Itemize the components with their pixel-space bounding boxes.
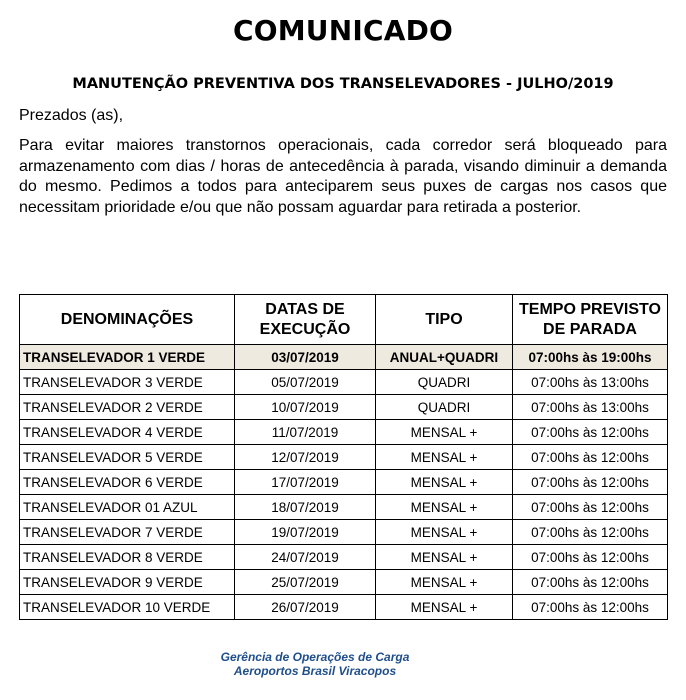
table-row <box>20 470 668 495</box>
cell-data-execucao: 18/07/2019 <box>235 495 376 520</box>
header-tipo: TIPO <box>376 295 513 345</box>
cell-tempo-parada: 07:00hs às 12:00hs <box>513 495 668 520</box>
header-tempo-parada: TEMPO PREVISTO DE PARADA <box>513 295 668 345</box>
cell-denominacao: TRANSELEVADOR 01 AZUL <box>20 495 235 520</box>
cell-tipo: MENSAL + <box>376 495 513 520</box>
cell-data-execucao: 19/07/2019 <box>235 520 376 545</box>
cell-tempo-parada: 07:00hs às 13:00hs <box>513 395 668 420</box>
cell-denominacao: TRANSELEVADOR 3 VERDE <box>20 370 235 395</box>
table-row <box>20 545 668 570</box>
cell-tempo-parada: 07:00hs às 13:00hs <box>513 370 668 395</box>
greeting-text: Prezados (as), <box>19 107 124 124</box>
table-row <box>20 420 668 445</box>
table-row <box>20 520 668 545</box>
document-title: COMUNICADO <box>232 14 454 47</box>
cell-data-execucao: 03/07/2019 <box>235 345 376 370</box>
cell-tipo: MENSAL + <box>376 445 513 470</box>
table-row <box>20 395 668 420</box>
cell-tipo: QUADRI <box>376 395 513 420</box>
cell-tempo-parada: 07:00hs às 12:00hs <box>513 570 668 595</box>
cell-denominacao: TRANSELEVADOR 7 VERDE <box>20 520 235 545</box>
cell-denominacao: TRANSELEVADOR 6 VERDE <box>20 470 235 495</box>
footer-company: Aeroportos Brasil Viracopos <box>233 664 397 678</box>
cell-data-execucao: 05/07/2019 <box>235 370 376 395</box>
cell-tempo-parada: 07:00hs às 12:00hs <box>513 545 668 570</box>
cell-tempo-parada: 07:00hs às 12:00hs <box>513 595 668 620</box>
cell-denominacao: TRANSELEVADOR 8 VERDE <box>20 545 235 570</box>
cell-tipo: MENSAL + <box>376 545 513 570</box>
cell-denominacao: TRANSELEVADOR 1 VERDE <box>20 345 235 370</box>
table-row <box>20 345 668 370</box>
cell-tipo: ANUAL+QUADRI <box>376 345 513 370</box>
table-row <box>20 570 668 595</box>
document-subtitle: MANUTENÇÃO PREVENTIVA DOS TRANSELEVADORES - JULHO/2019 <box>72 76 614 92</box>
table-row <box>20 445 668 470</box>
cell-denominacao: TRANSELEVADOR 4 VERDE <box>20 420 235 445</box>
cell-data-execucao: 10/07/2019 <box>235 395 376 420</box>
cell-denominacao: TRANSELEVADOR 5 VERDE <box>20 445 235 470</box>
cell-tempo-parada: 07:00hs às 12:00hs <box>513 470 668 495</box>
cell-tempo-parada: 07:00hs às 12:00hs <box>513 445 668 470</box>
cell-denominacao: TRANSELEVADOR 2 VERDE <box>20 395 235 420</box>
cell-tipo: MENSAL + <box>376 595 513 620</box>
footer-signature <box>0 650 630 678</box>
header-datas-execucao: DATAS DE EXECUÇÃO <box>235 295 376 345</box>
cell-tipo: MENSAL + <box>376 520 513 545</box>
table-row <box>20 495 668 520</box>
cell-tipo: MENSAL + <box>376 570 513 595</box>
body-paragraph: Para evitar maiores transtornos operacionais, cada corredor será bloqueado para armazenamento com dias / horas de antecedência à parada, visando diminuir a demanda do mesmo. Pedimos a todos para anteciparem seus puxes de cargas nos casos que necessitam prioridade e/ou que não possam aguardar para retirada a posterior. <box>19 137 667 216</box>
footer-department: Gerência de Operações de Carga <box>220 650 410 664</box>
cell-data-execucao: 25/07/2019 <box>235 570 376 595</box>
table-header-row <box>20 295 668 345</box>
cell-tempo-parada: 07:00hs às 12:00hs <box>513 420 668 445</box>
cell-data-execucao: 12/07/2019 <box>235 445 376 470</box>
cell-tempo-parada: 07:00hs às 12:00hs <box>513 520 668 545</box>
maintenance-schedule-table <box>19 294 668 620</box>
cell-tipo: MENSAL + <box>376 420 513 445</box>
header-denominacoes: DENOMINAÇÕES <box>20 295 235 345</box>
table-body <box>20 345 668 620</box>
cell-data-execucao: 11/07/2019 <box>235 420 376 445</box>
cell-tipo: QUADRI <box>376 370 513 395</box>
cell-data-execucao: 24/07/2019 <box>235 545 376 570</box>
cell-denominacao: TRANSELEVADOR 9 VERDE <box>20 570 235 595</box>
cell-data-execucao: 26/07/2019 <box>235 595 376 620</box>
cell-tipo: MENSAL + <box>376 470 513 495</box>
cell-tempo-parada: 07:00hs às 19:00hs <box>513 345 668 370</box>
cell-denominacao: TRANSELEVADOR 10 VERDE <box>20 595 235 620</box>
table-row <box>20 370 668 395</box>
table-row <box>20 595 668 620</box>
cell-data-execucao: 17/07/2019 <box>235 470 376 495</box>
